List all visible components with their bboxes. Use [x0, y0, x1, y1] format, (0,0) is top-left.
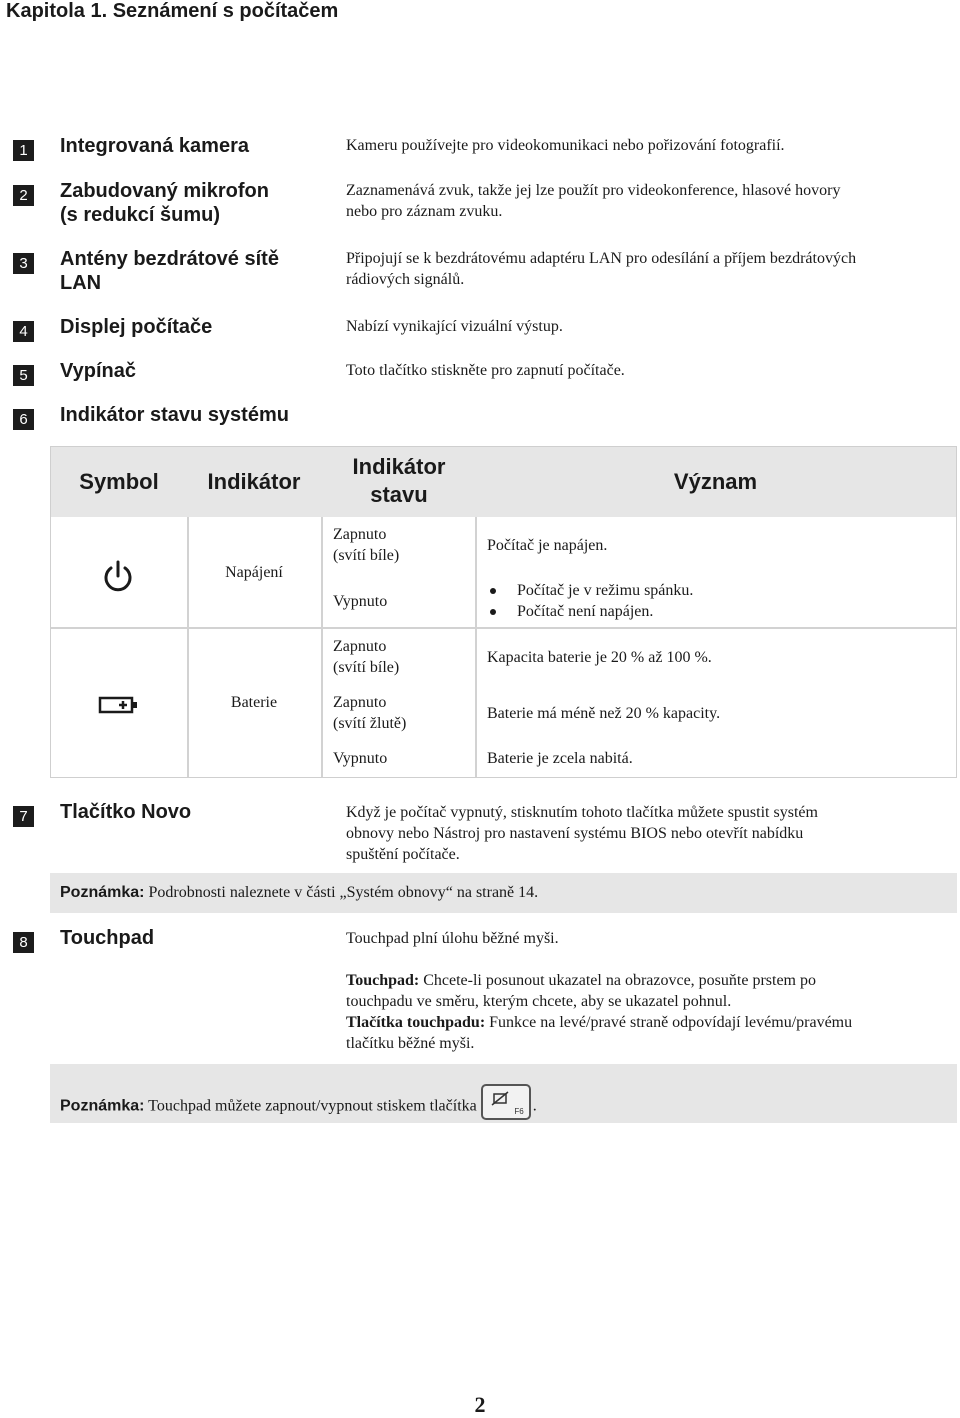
callout-number-1: 1	[13, 140, 34, 161]
chapter-title: Kapitola 1. Seznámení s počítačem	[6, 0, 339, 22]
term-touchpad: Touchpad	[60, 927, 155, 949]
battery-yellow-meaning: Baterie má méně než 20 % kapacity.	[487, 705, 721, 722]
term-line: Antény bezdrátové sítě	[60, 248, 279, 270]
note-label: Poznámka:	[60, 884, 145, 901]
power-off-meaning-bullet: Počítač je v režimu spánku.	[517, 582, 694, 599]
note-recovery	[50, 873, 957, 913]
term-novo-button: Tlačítko Novo	[60, 801, 192, 823]
battery-yellow-state	[333, 692, 406, 734]
desc-line: spuštění počítače.	[346, 846, 460, 863]
desc-line: obnovy nebo Nástroj pro nastavení systému BIOS nebo otevřít nabídku	[346, 825, 804, 842]
desc-wlan-antennas	[346, 248, 946, 290]
detail-line: touchpadu ve směru, kterým chcete, aby se ukazatel pohnul.	[346, 993, 732, 1010]
state-line: (svítí bíle)	[333, 659, 400, 676]
desc-touchpad: Touchpad plní úlohu běžné myši.	[346, 930, 559, 947]
column-divider	[321, 517, 323, 777]
term-wlan-antennas	[60, 247, 279, 295]
term-power-button: Vypínač	[60, 360, 136, 382]
desc-display: Nabízí vynikající vizuální výstup.	[346, 318, 563, 335]
column-divider	[187, 517, 189, 777]
detail-label: Touchpad:	[346, 972, 420, 989]
term-line: LAN	[60, 272, 102, 294]
battery-white-state	[333, 636, 399, 678]
detail-text: Funkce na levé/pravé straně odpovídají levému/pravému	[485, 1014, 853, 1031]
power-icon	[100, 559, 136, 595]
desc-line: Připojují se k bezdrátovému adaptéru LAN pro odesílání a příjem bezdrátových	[346, 250, 857, 267]
note-touchpad-toggle	[50, 1064, 957, 1123]
state-line: Zapnuto	[333, 694, 387, 711]
callout-number-3: 3	[13, 253, 34, 274]
f6-key-icon	[481, 1084, 531, 1120]
key-label: F6	[514, 1107, 524, 1116]
detail-line	[346, 970, 946, 991]
term-line: (s redukcí šumu)	[60, 204, 221, 226]
power-on-meaning: Počítač je napájen.	[487, 537, 608, 554]
note-end: .	[532, 1097, 537, 1115]
callout-number-7: 7	[13, 806, 34, 827]
callout-number-2: 2	[13, 185, 34, 206]
battery-off-meaning: Baterie je zcela nabitá.	[487, 750, 633, 767]
state-line: Zapnuto	[333, 638, 387, 655]
desc-line: rádiových signálů.	[346, 271, 465, 288]
state-line: (svítí bíle)	[333, 547, 400, 564]
desc-power-button: Toto tlačítko stiskněte pro zapnutí počítače.	[346, 362, 625, 379]
battery-white-meaning: Kapacita baterie je 20 % až 100 %.	[487, 649, 712, 666]
page-number: 2	[474, 1392, 486, 1417]
status-indicator-table	[50, 446, 957, 778]
callout-number-6: 6	[13, 409, 34, 430]
battery-indicator-label: Baterie	[230, 694, 278, 711]
desc-novo-button	[346, 802, 946, 865]
detail-text: Chcete-li posunout ukazatel na obrazovce, posuňte prstem po	[419, 972, 816, 989]
state-line: Zapnuto	[333, 526, 387, 543]
note-label: Poznámka:	[60, 1097, 145, 1115]
touchpad-details	[346, 970, 946, 1054]
header-meaning: Význam	[673, 469, 758, 494]
power-on-state	[333, 524, 399, 566]
note-text: Touchpad můžete zapnout/vypnout stiskem tlačítka	[144, 1097, 477, 1115]
desc-microphone	[346, 180, 946, 222]
callout-number-4: 4	[13, 321, 34, 342]
detail-line	[346, 1012, 946, 1033]
power-indicator-label: Napájení	[225, 564, 283, 581]
desc-line: Když je počítač vypnutý, stisknutím tohoto tlačítka můžete spustit systém	[346, 804, 818, 821]
table-header	[51, 447, 956, 517]
header-line: stavu	[370, 482, 428, 507]
term-line: Zabudovaný mikrofon	[60, 180, 269, 202]
battery-off-state: Vypnuto	[333, 750, 388, 767]
callout-number-5: 5	[13, 365, 34, 386]
callout-number-8: 8	[13, 932, 34, 953]
desc-line: Zaznamenává zvuk, takže jej lze použít pro videokonference, hlasové hovory	[346, 182, 841, 199]
note-text: Podrobnosti naleznete v části „Systém obnovy“ na straně 14.	[144, 884, 539, 901]
row-divider	[51, 627, 956, 629]
header-indicator: Indikátor	[207, 469, 301, 494]
header-line: Indikátor	[352, 454, 446, 479]
column-divider	[475, 517, 477, 777]
state-line: (svítí žlutě)	[333, 715, 407, 732]
desc-line: nebo pro záznam zvuku.	[346, 203, 503, 220]
term-display: Displej počítače	[60, 316, 213, 338]
detail-label: Tlačítka touchpadu:	[346, 1014, 486, 1031]
power-off-state: Vypnuto	[333, 593, 388, 610]
term-status-indicator: Indikátor stavu systému	[60, 404, 289, 426]
desc-integrated-camera: Kameru používejte pro videokomunikaci nebo pořizování fotografií.	[346, 137, 785, 154]
term-microphone	[60, 179, 269, 227]
detail-line: tlačítku běžné myši.	[346, 1035, 475, 1052]
term-integrated-camera: Integrovaná kamera	[60, 135, 249, 157]
battery-icon	[98, 693, 140, 717]
header-symbol: Symbol	[79, 469, 159, 494]
header-indicator-state	[323, 453, 475, 509]
power-off-meaning-bullet: Počítač není napájen.	[517, 603, 654, 620]
